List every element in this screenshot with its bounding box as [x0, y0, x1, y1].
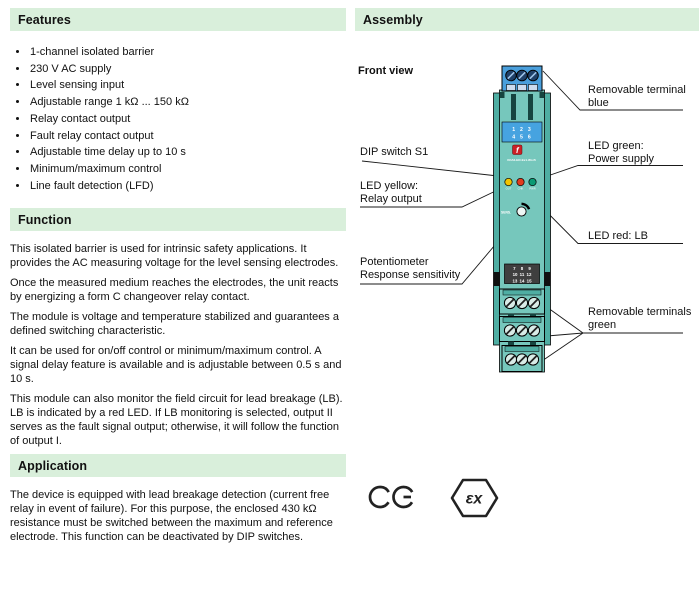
features-title: Features: [18, 12, 71, 27]
function-paragraph: This module can also monitor the field circuit for lead breakage (LB). LB is indicated by a red LED. If LB monitoring is selected, output II serves as the fault signal output; otherwise, it will follow the function of output I.: [10, 393, 343, 448]
callout-dip-switch: DIP switch S1: [360, 146, 429, 158]
application-paragraph: The device is equipped with lead breakage detection (current free relay in event of failure). For this purpose, the enclosed 430 kΩ resistance must be switched between the maximum and reference electrode. This function can be deactivated by DIP switches.: [10, 489, 333, 544]
callout-line: Relay output: [360, 193, 422, 205]
callout-line: Power supply: [588, 153, 655, 165]
led-yellow: [505, 178, 512, 185]
ce-letter-c: [370, 487, 390, 507]
terminal-blue-screws: [506, 70, 539, 81]
led-label-pwr: PWR: [529, 187, 536, 191]
connector-tab: [508, 342, 514, 346]
vent-slot: [511, 94, 516, 120]
leader-led-yellow: [360, 186, 506, 207]
terminal-numbers-bottom-row2: 10 11 12: [512, 272, 532, 278]
feature-item: • Fault relay contact output: [29, 128, 346, 145]
terminal-block-green-2: [500, 317, 545, 342]
terminal-numbers-top-row1: 1 2 3: [512, 127, 531, 133]
feature-item: • Minimum/maximum control: [29, 161, 346, 178]
led-green: [529, 178, 536, 185]
led-red: [517, 178, 524, 185]
callout-line: Removable terminals: [588, 306, 692, 318]
feature-item: • Level sensing input: [29, 77, 346, 94]
terminal-block-green-3: [502, 346, 542, 372]
callout-line: Response sensitivity: [360, 269, 461, 281]
leader-dip-switch: [362, 161, 498, 176]
feature-item: • Line fault detection (LFD): [29, 178, 346, 195]
status-leds: [505, 178, 536, 190]
function-paragraph: Once the measured medium reaches the electrodes, the unit reacts by energizing a form C changeover relay contact.: [10, 277, 339, 304]
function-title: Function: [18, 212, 72, 227]
ex-label: εx: [465, 490, 483, 508]
potentiometer-label: SENS.: [501, 210, 511, 215]
callout-led-red: LED red: LB: [588, 230, 648, 242]
feature-item: • Adjustable time delay up to 10 s: [29, 144, 346, 161]
led-label-out: OUT: [505, 187, 512, 191]
ex-atex-icon: [452, 480, 497, 516]
potentiometer-knob: [517, 207, 526, 216]
leader-terminal-blue: [543, 71, 683, 110]
corner-notch: [500, 92, 505, 98]
terminal-number-label-top: [502, 122, 542, 142]
leader-terminals-green-1: [537, 300, 683, 333]
ce-mark-icon: [370, 487, 414, 507]
callout-line: blue: [588, 97, 609, 109]
terminal-numbers-bottom-row3: 13 14 15: [512, 278, 532, 284]
clamp: [529, 85, 538, 91]
terminal-strip: [503, 318, 541, 323]
feature-item: • 1-channel isolated barrier: [29, 44, 346, 61]
logo-letter: f: [515, 145, 519, 155]
feature-item: • Adjustable range 1 kΩ ... 150 kΩ: [29, 94, 346, 111]
side-clip-right: [544, 272, 551, 286]
terminal-numbers-bottom-row1: 7 8 9: [513, 266, 531, 271]
function-paragraph: The module is voltage and temperature stabilized and guarantees a defined switching characteristic.: [10, 311, 339, 338]
corner-notch: [540, 92, 545, 98]
vent-slot: [528, 94, 533, 120]
function-paragraph: This isolated barrier is used for intrinsic safety applications. It provides the AC measuring voltage for the level sensing electrodes.: [10, 243, 339, 270]
terminal-strip: [503, 290, 541, 295]
terminal-block-blue: [502, 66, 542, 91]
leader-led-green: [533, 166, 683, 182]
device-front-view: [494, 66, 551, 372]
clamp: [518, 85, 527, 91]
clamp: [507, 85, 516, 91]
led-label-chk: CHK: [517, 187, 524, 191]
terminal-strip: [505, 347, 539, 352]
side-clip-left: [494, 272, 501, 286]
terminal-block-green-1: [500, 289, 545, 314]
callout-line: green: [588, 319, 617, 331]
feature-item: • 230 V AC supply: [29, 61, 346, 78]
callout-line: Removable terminal: [588, 84, 686, 96]
terminal-numbers-top-row2: 4 5 6: [512, 134, 531, 141]
application-title: Application: [18, 458, 88, 473]
callout-line: LED yellow:: [360, 180, 419, 192]
feature-item: • Relay contact output: [29, 111, 346, 128]
callout-line: Potentiometer: [360, 256, 429, 268]
function-paragraph: It can be used for on/off control or minimum/maximum control. A signal delay feature is available and is adjustable between 0.5 s and 10 s.: [10, 345, 342, 386]
connector-tab: [530, 342, 536, 346]
brand-logo: [513, 145, 523, 155]
assembly-title: Assembly: [363, 12, 423, 27]
front-view-label: Front view: [358, 65, 414, 77]
callout-line: LED green:: [588, 140, 644, 152]
device-model-label: KFA6-ER-Ex1.W.LB: [507, 157, 536, 162]
